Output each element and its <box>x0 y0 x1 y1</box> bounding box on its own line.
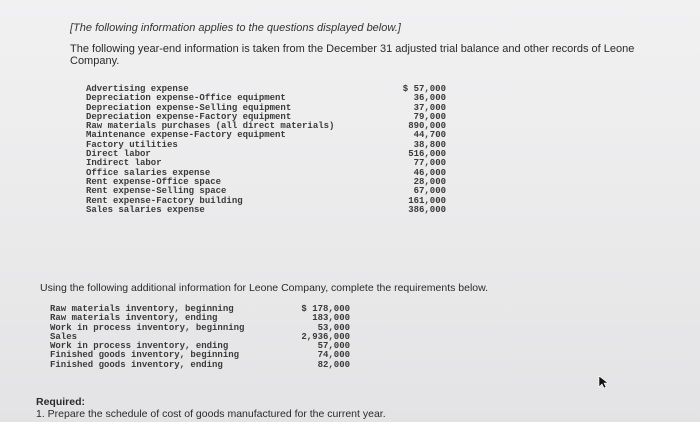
row-label: Sales salaries expense <box>86 204 205 215</box>
row-label: Rent expense-Office space <box>86 176 222 187</box>
row-value: 2,936,000 <box>301 331 350 342</box>
intro-note: [The following information applies to the questions displayed below.] <box>70 22 401 34</box>
row-label: Sales <box>50 331 78 342</box>
row-value: 37,000 <box>413 102 446 113</box>
required-title: Required: <box>36 396 86 408</box>
row-value: 183,000 <box>312 313 350 324</box>
row-value: 36,000 <box>413 93 446 104</box>
row-value: 890,000 <box>408 121 446 132</box>
required-item-1: 1. Prepare the schedule of cost of goods manufactured for the current year. <box>36 408 386 420</box>
row-label: Depreciation expense-Office equipment <box>86 93 286 104</box>
row-label: Finished goods inventory, ending <box>50 359 223 370</box>
row-label: Depreciation expense-Selling equipment <box>86 102 292 113</box>
row-value: 46,000 <box>413 167 446 178</box>
lead-paragraph: The following year-end information is taken from the December 31 adjusted trial balance and other records of Leone Company. <box>70 43 635 67</box>
row-value: 28,000 <box>413 176 446 187</box>
row-label: Office salaries expense <box>86 167 211 178</box>
row-label: Depreciation expense-Factory equipment <box>86 111 292 122</box>
row-label: Maintenance expense-Factory equipment <box>86 130 286 141</box>
row-label: Factory utilities <box>86 139 178 150</box>
row-value: $ 57,000 <box>402 84 446 94</box>
additional-intro: Using the following additional information for Leone Company, complete the requirements below. <box>40 282 489 294</box>
row-value: 74,000 <box>317 350 350 361</box>
row-value: 82,000 <box>317 359 350 370</box>
row-value: 79,000 <box>413 111 446 122</box>
row-value: 161,000 <box>408 195 446 206</box>
row-value: $ 178,000 <box>301 304 350 314</box>
row-value: 516,000 <box>408 149 446 160</box>
row-label: Raw materials inventory, beginning <box>50 304 234 314</box>
row-label: Direct labor <box>86 149 151 160</box>
row-value: 53,000 <box>317 322 350 333</box>
row-label: Raw materials purchases (all direct materials) <box>86 121 335 132</box>
row-value: 386,000 <box>408 204 446 215</box>
row-label: Indirect labor <box>86 158 162 169</box>
row-label: Work in process inventory, beginning <box>50 322 245 333</box>
row-label: Work in process inventory, ending <box>50 341 229 352</box>
mouse-pointer-icon <box>598 375 610 389</box>
trial-balance-table <box>86 85 446 215</box>
additional-info-table <box>50 305 350 370</box>
row-value: 38,800 <box>413 139 446 150</box>
row-value: 77,000 <box>413 158 446 169</box>
row-value: 57,000 <box>317 341 350 352</box>
row-label: Rent expense-Factory building <box>86 195 243 206</box>
row-value: 67,000 <box>413 186 446 197</box>
table-row <box>50 361 350 370</box>
table-row <box>86 206 446 215</box>
row-value: 44,700 <box>413 130 446 141</box>
row-label: Advertising expense <box>86 84 189 94</box>
row-label: Rent expense-Selling space <box>86 186 227 197</box>
row-label: Finished goods inventory, beginning <box>50 350 240 361</box>
row-label: Raw materials inventory, ending <box>50 313 218 324</box>
